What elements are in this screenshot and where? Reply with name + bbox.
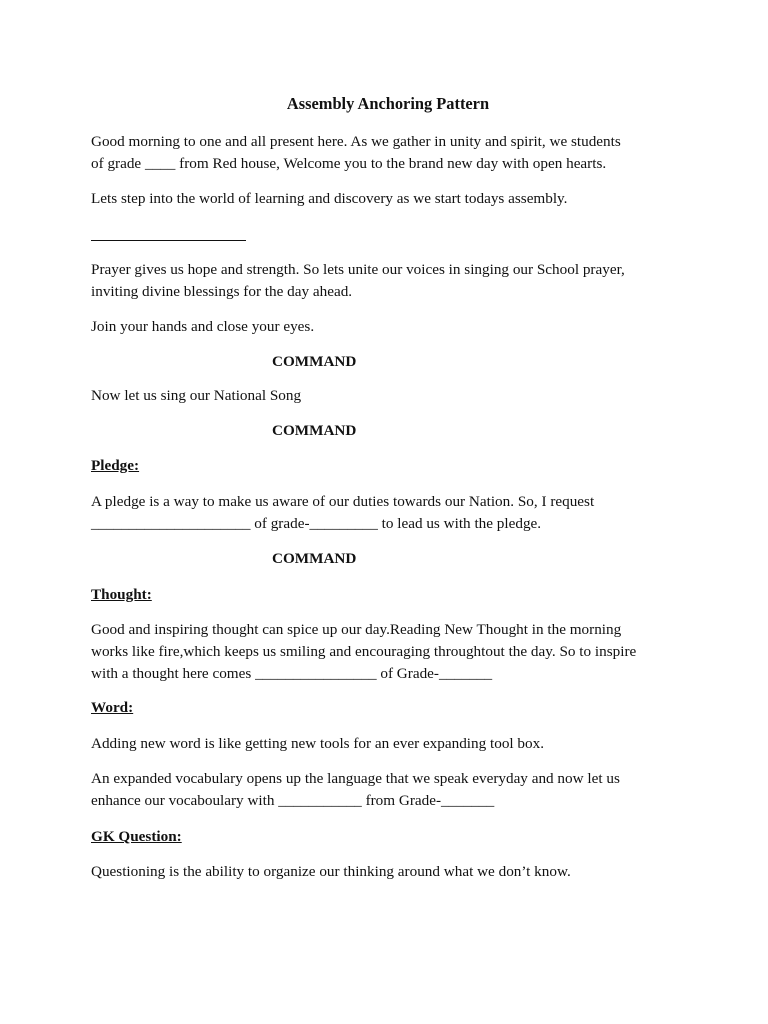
pledge-line-2: _____________________ of grade-_________ to lead us with the pledge. xyxy=(91,515,542,532)
pledge-paragraph xyxy=(91,491,691,535)
intro-paragraph xyxy=(91,131,691,175)
join-hands-text: Join your hands and close your eyes. xyxy=(91,318,315,335)
vocab-line-1: An expanded vocabulary opens up the language that we speak everyday and now let us xyxy=(91,770,620,787)
thought-line-2: works like fire,which keeps us smiling and encouraging throughtout the day. So to inspire xyxy=(91,643,637,660)
command-label-3: COMMAND xyxy=(272,550,357,567)
intro-line-1: Good morning to one and all present here. As we gather in unity and spirit, we students xyxy=(91,133,621,150)
thought-paragraph xyxy=(91,619,691,685)
intro-line-2: of grade ____ from Red house, Welcome you to the brand new day with open hearts. xyxy=(91,155,607,172)
command-label-1: COMMAND xyxy=(272,353,357,370)
gk-question-heading: GK Question: xyxy=(91,828,182,845)
thought-line-3: with a thought here comes ________________ of Grade-_______ xyxy=(91,665,493,682)
blank-line xyxy=(91,240,246,241)
prayer-paragraph xyxy=(91,259,691,303)
pledge-line-1: A pledge is a way to make us aware of our duties towards our Nation. So, I request xyxy=(91,493,595,510)
prayer-line-2: inviting divine blessings for the day ahead. xyxy=(91,283,353,300)
command-label-2: COMMAND xyxy=(272,422,357,439)
vocab-line-2: enhance our vocaboulary with ___________ from Grade-_______ xyxy=(91,792,495,809)
pledge-heading: Pledge: xyxy=(91,457,140,474)
national-song-text: Now let us sing our National Song xyxy=(91,387,302,404)
thought-line-1: Good and inspiring thought can spice up our day.Reading New Thought in the morning xyxy=(91,621,622,638)
thought-heading: Thought: xyxy=(91,586,152,603)
gk-intro-text: Questioning is the ability to organize our thinking around what we don’t know. xyxy=(91,863,571,880)
document-title: Assembly Anchoring Pattern xyxy=(286,94,490,113)
start-assembly-text: Lets step into the world of learning and discovery as we start todays assembly. xyxy=(91,190,568,207)
word-intro-text: Adding new word is like getting new tools for an ever expanding tool box. xyxy=(91,735,545,752)
vocab-paragraph xyxy=(91,768,691,812)
word-heading: Word: xyxy=(91,699,134,716)
prayer-line-1: Prayer gives us hope and strength. So lets unite our voices in singing our School prayer, xyxy=(91,261,625,278)
